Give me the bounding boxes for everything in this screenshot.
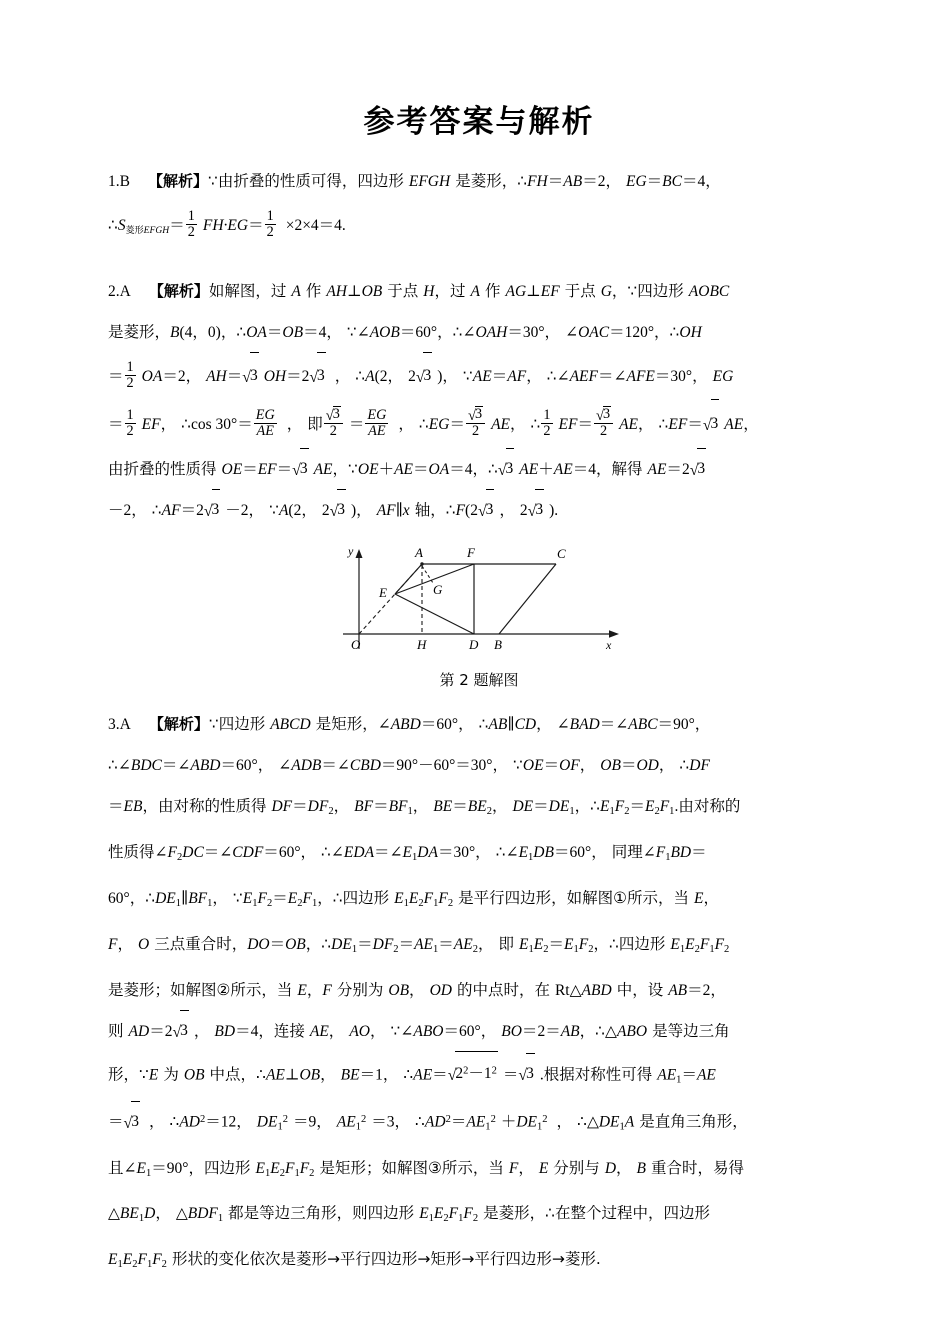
answer-3-line-12: $\triangle BE_1D$， $\triangle BDF_1$ 都是等边三角形，则四边形 $E_1E_2F_1F_2$ 是菱形，∴在整个过程中，四边形 [108, 1204, 711, 1225]
answer-1-tag: 【解析】 [147, 172, 208, 191]
answer-3-line-9: 形，∵E 为 OB 中点，∴AE⊥OB， BE＝1， $\therefore AE=√2^2-1^2 =√3$ .根据对称性可得 $AE_1=AE$ [108, 1052, 850, 1100]
geometry-diagram [329, 537, 629, 662]
figure-question-2 [108, 537, 850, 690]
answer-3-line-10: ＝√3 ， $\therefore AD^2=12$， $DE_1^2 =9$， $AE_1^2 =3$， $\therefore AD^2=AE_1^2 +DE_1^2$ ， $\therefore\triangle DE_1A$ 是直角三角形， [108, 1100, 850, 1147]
label-C: C [557, 546, 566, 562]
answer-block-2 [108, 271, 850, 531]
label-y-axis: y [348, 544, 354, 559]
answer-3-line-7: 是菱形；如解图②所示，当 E，F 分别为 OB， OD 的中点时，在 Rt△ABD 中，设 AB＝2， [108, 980, 726, 999]
answer-3-line-2: ∴∠BDC＝∠ABD＝60°， ∠ADB＝∠CBD＝90°－60°＝30°， ∵OE＝OF， OB＝OD， ∴DF [108, 756, 710, 775]
answer-2-line-5: 由折叠的性质得 OE＝EF＝√3 AE，∵OE＋AE＝OA＝4，∴√3 AE＋AE＝4，解得 AE＝2√3 [108, 449, 850, 490]
dashed-segment-AG [422, 566, 433, 583]
answer-2-tag: 【解析】 [148, 282, 209, 301]
answer-2-choice: A [119, 283, 131, 301]
answer-1-number: 1. [108, 173, 120, 191]
label-O: O [351, 637, 361, 653]
label-H: H [417, 637, 427, 653]
answer-2-number: 2. [108, 283, 120, 301]
answer-2-line-6: －2， ∴AF＝2√3 －2， ∵A(2， 2√3 )， AF∥x 轴，∴F(2√3 ， 2√3 ). [108, 490, 850, 531]
label-D: D [469, 637, 479, 653]
segment-ED [395, 594, 474, 634]
segment-BC [499, 564, 556, 634]
x-axis-arrow [609, 630, 619, 637]
answer-1-line-2: ∴S菱形EFGH＝ $\frac{1}{2}$ FH·EG＝ $\frac{1}{2}$ ×2×4＝4. [108, 208, 346, 240]
vertex-dot-A [420, 562, 423, 565]
answer-block-3 [108, 704, 850, 1285]
answer-3-tag: 【解析】 [148, 715, 209, 734]
answer-3-line-6: F， O 三点重合时，DO＝OB，$\therefore DE_1=DF_2=AE_1=AE_2$， 即 $E_1E_2=E_1F_2$，∴四边形 $E_1E_2F_1F_2$ [108, 934, 730, 955]
answer-3-line-5: 60°，$\therefore DE_1\parallel BF_1$， $\because E_1F_2=E_2F_1$，∴四边形 $E_1E_2F_1F_2$ 是平行四边形，如解图①所示，当 E， [108, 888, 719, 909]
label-A: A [415, 545, 423, 561]
answer-3-line-4: 性质得$\angle F_2DC=\angle CDF=60^\circ$， $\therefore\angle EDA=\angle E_1DA=30^\circ$， $\therefore\angle E_1DB=60^\circ$， 同理$\angle F_1BD=$ [108, 843, 707, 863]
answer-1-line-1: 1.B 【解析】∵由折叠的性质可得，四边形 EFGH 是菱形，∴FH＝AB＝2， EG＝BC＝4， [108, 172, 721, 191]
label-B: B [494, 637, 502, 653]
y-axis-arrow [356, 549, 363, 558]
answer-2-line-4: ＝ $\frac{1}{2}$ EF， ∴cos 30°＝ $\frac{EG}{AE}$ ， 即 $\frac{√3}{2}$ ＝ $\frac{EG}{AE}$ ， ∴EG＝ $\frac{√3}{2}$ AE， ∴ $\frac{1}{2}$ EF＝ $\frac{√3}{2}$ AE， ∴EF＝√3 AE， [108, 400, 850, 449]
label-F: F [467, 545, 475, 561]
answer-2-line-1: 2.A 【解析】如解图，过 A 作 AH⊥OB 于点 H，过 A 作 AG⊥EF 于点 G，∵四边形 AOBC [108, 282, 730, 301]
page-content [108, 0, 850, 1285]
answer-3-choice: A [119, 716, 131, 734]
answer-3-line-13: $E_1E_2F_1F_2$ 形状的变化依次是菱形→平行四边形→矩形→平行四边形→菱形. [108, 1250, 601, 1271]
label-x-axis: x [606, 638, 612, 653]
answer-2-line-2: 是菱形，B(4，0)，∴OA＝OB＝4， ∵∠AOB＝60°，∴∠OAH＝30°， ∠OAC＝120°，∴OH [108, 323, 702, 342]
answer-block-1 [108, 161, 850, 254]
answer-2-line-3: ＝ $\frac{1}{2}$ OA＝2， AH＝√3 OH＝2√3 ， ∴A(2， 2√3 )， ∵AE＝AF， ∴∠AEF＝∠AFE＝30°， EG [108, 353, 850, 400]
answer-3-line-3: ＝EB，由对称的性质得 $DF=DF_2$， $BF=BF_1$， $BE=BE_2$， $DE=DE_1$，$\therefore E_1F_2=E_2F_1$.由对称的 [108, 797, 741, 817]
dashed-segment-OA [359, 564, 422, 634]
answer-3-line-8: 则 AD＝2√3 ， BD＝4，连接 AE， AO， ∵∠ABO＝60°， BO＝2＝AB，∴△ABO 是等边三角 [108, 1011, 850, 1052]
answer-3-line-1: 3.A 【解析】∵四边形 ABCD 是矩形，∠ABD＝60°， ∴AB∥CD， ∠BAD＝∠ABC＝90°， [108, 715, 711, 734]
label-G: G [433, 582, 443, 598]
answer-3-number: 3. [108, 716, 120, 734]
label-E: E [379, 585, 387, 601]
figure-caption: 第 2 题解图 [439, 671, 519, 690]
answer-3-line-11: 且$\angle E_1=90^\circ$，四边形 $E_1E_2F_1F_2$ 是矩形；如解图③所示，当 F， E 分别与 D， B 重合时，易得 [108, 1158, 745, 1179]
answer-1-choice: B [119, 173, 130, 191]
page-title: 参考答案与解析 [363, 104, 595, 140]
